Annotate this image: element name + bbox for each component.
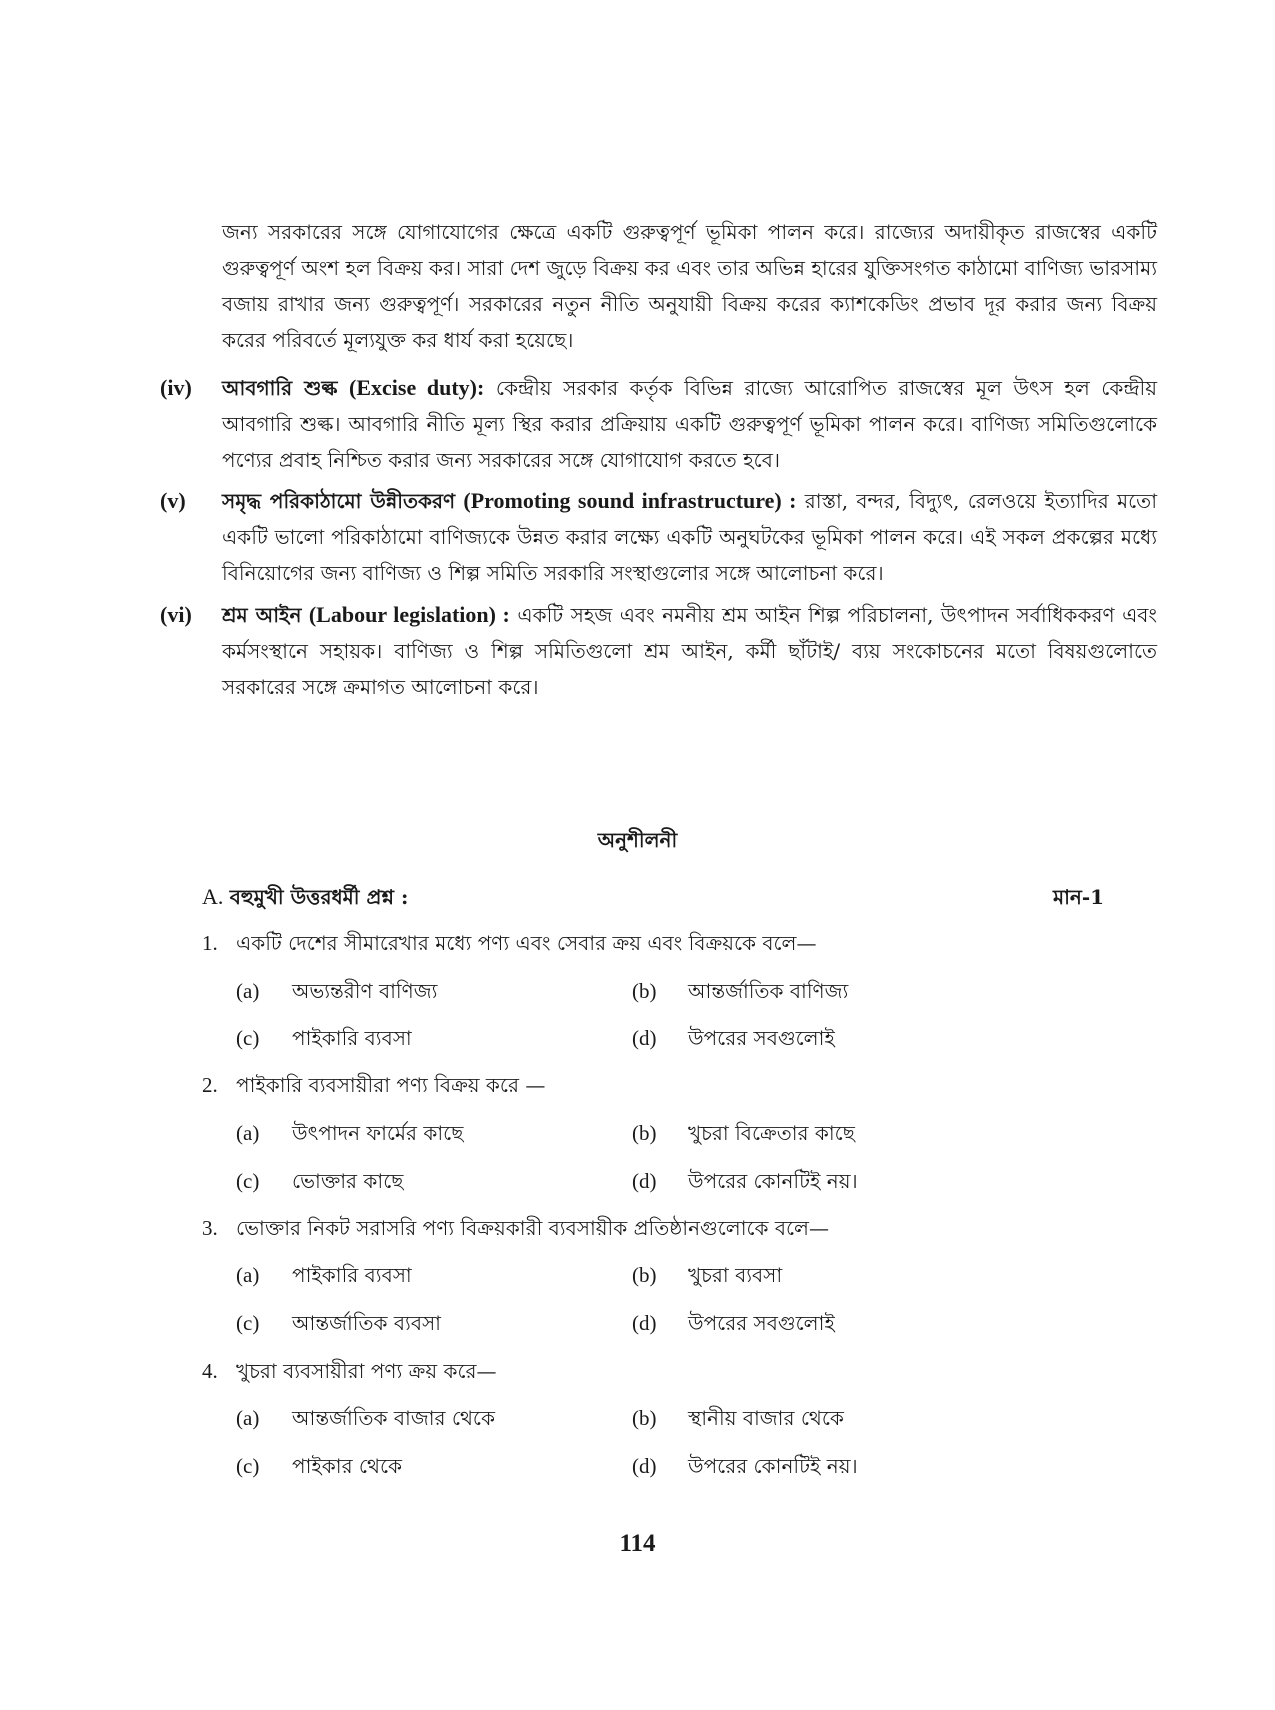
option-label: (c) (236, 1311, 260, 1335)
option-1b (632, 977, 848, 1010)
option-label: (c) (236, 1169, 260, 1193)
option-label: (a) (236, 1406, 260, 1430)
option-3d (632, 1309, 835, 1342)
option-text: স্থানীয় বাজার থেকে (688, 1406, 844, 1430)
option-label: (b) (632, 1406, 657, 1430)
option-text: আন্তর্জাতিক বাণিজ্য (688, 979, 849, 1003)
option-text: আন্তর্জাতিক ব্যবসা (292, 1311, 441, 1335)
option-text: পাইকারি ব্যবসা (292, 1026, 412, 1050)
question-3 (202, 1214, 829, 1247)
part-letter: A. (202, 884, 224, 909)
option-3b (632, 1261, 782, 1294)
option-4d (632, 1452, 858, 1485)
question-text: একটি দেশের সীমারেখার মধ্যে পণ্য এবং সেবার ক্রয় এবং বিক্রয়কে বলে— (236, 931, 817, 955)
item-number: (v) (160, 488, 186, 513)
option-text: উপরের সবগুলোই (688, 1311, 835, 1335)
option-text: উপরের কোনটিই নয়। (688, 1454, 858, 1478)
option-text: ভোক্তার কাছে (292, 1169, 404, 1193)
item-english-heading: (Labour legislation) : (308, 602, 510, 627)
option-text: অভ্যন্তরীণ বাণিজ্য (292, 979, 438, 1003)
question-text: ভোক্তার নিকট সরাসরি পণ্য বিক্রয়কারী ব্যবসায়ীক প্রতিষ্ঠানগুলোকে বলে— (236, 1216, 829, 1240)
item-number: (iv) (160, 375, 192, 400)
marks-label: মান-1 (1053, 885, 1105, 909)
option-2d (632, 1167, 858, 1200)
question-text: পাইকারি ব্যবসায়ীরা পণ্য বিক্রয় করে — (236, 1073, 546, 1097)
part-heading (202, 883, 408, 916)
item-heading: শ্রম আইন (222, 603, 302, 627)
item-english-heading: (Promoting sound infrastructure) : (463, 488, 797, 513)
option-text: খুচরা বিক্রেতার কাছে (688, 1121, 855, 1145)
item-english-heading: (Excise duty): (349, 375, 485, 400)
question-1 (202, 929, 816, 962)
option-text: উৎপাদন ফার্মের কাছে (292, 1121, 464, 1145)
option-4b (632, 1404, 844, 1437)
option-3c (236, 1309, 441, 1342)
option-2c (236, 1167, 403, 1200)
page-number: 114 (619, 1530, 656, 1557)
question-number: 1. (202, 931, 218, 955)
question-2 (202, 1071, 545, 1104)
option-text: পাইকার থেকে (292, 1454, 403, 1478)
item-text: একটি সহজ এবং নমনীয় শ্রম আইন শিল্প পরিচালনা, উৎপাদন সর্বাধিককরণ এবং কর্মসংস্থানে সহায়ক। বাণিজ্য ও শিল্প সমিতিগুলো শ্রম আইন, কর্মী ছাঁটাই/ ব্যয় সংকোচনের মতো বিষয়গুলোতে সরকারের সঙ্গে ক্রমাগত আলোচনা করে। (222, 603, 1158, 699)
option-label: (a) (236, 1263, 260, 1287)
item-body (222, 370, 1157, 478)
option-label: (a) (236, 1121, 260, 1145)
item-body (222, 597, 1157, 705)
option-label: (d) (632, 1169, 657, 1193)
item-number: (vi) (160, 602, 192, 627)
item-heading: সমৃদ্ধ পরিকাঠামো উন্নীতকরণ (222, 489, 456, 513)
option-text: উপরের কোনটিই নয়। (688, 1169, 858, 1193)
option-4c (236, 1452, 402, 1485)
item-text: কেন্দ্রীয় সরকার কর্তৃক বিভিন্ন রাজ্যে আরোপিত রাজস্বের মূল উৎস হল কেন্দ্রীয় আবগারি শুল্ক। আবগারি নীতি মূল্য স্থির করার প্রক্রিয়ায় একটি গুরুত্বপূর্ণ ভূমিকা পালন করে। বাণিজ্য সমিতিগুলোকে পণ্যের প্রবাহ নিশ্চিত করার জন্য সরকারের সঙ্গে যোগাযোগ করতে হবে। (222, 376, 1158, 472)
option-label: (d) (632, 1311, 657, 1335)
part-title: বহুমুখী উত্তরধর্মী প্রশ্ন : (229, 885, 409, 909)
question-number: 3. (202, 1216, 218, 1240)
option-1c (236, 1024, 412, 1057)
option-label: (a) (236, 979, 260, 1003)
item-body (222, 483, 1157, 591)
option-1d (632, 1024, 835, 1057)
option-text: খুচরা ব্যবসা (688, 1263, 783, 1287)
option-label: (b) (632, 1263, 657, 1287)
question-text: খুচরা ব্যবসায়ীরা পণ্য ক্রয় করে— (236, 1359, 497, 1383)
item-text: রাস্তা, বন্দর, বিদ্যুৎ, রেলওয়ে ইত্যাদির মতো একটি ভালো পরিকাঠামো বাণিজ্যকে উন্নত করার লক্ষ্যে একটি অনুঘটকের ভূমিকা পালন করে। এই সকল প্রকল্পের মধ্যে বিনিয়োগের জন্য বাণিজ্য ও শিল্প সমিতি সরকারি সংস্থাগুলোর সঙ্গে আলোচনা করে। (222, 489, 1157, 585)
option-label: (b) (632, 1121, 657, 1145)
question-4 (202, 1357, 497, 1390)
option-2a (236, 1119, 463, 1152)
question-number: 2. (202, 1073, 218, 1097)
option-label: (c) (236, 1454, 260, 1478)
option-label: (b) (632, 979, 657, 1003)
option-text: পাইকারি ব্যবসা (292, 1263, 412, 1287)
option-4a (236, 1404, 495, 1437)
intro-paragraph: জন্য সরকারের সঙ্গে যোগাযোগের ক্ষেত্রে একটি গুরুত্বপূর্ণ ভূমিকা পালন করে। রাজ্যের অদায়ীকৃত রাজস্বের একটি গুরুত্বপূর্ণ অংশ হল বিক্রয় কর। সারা দেশ জুড়ে বিক্রয় কর এবং তার অভিন্ন হারের যুক্তিসংগত কাঠামো বাণিজ্য ভারসাম্য বজায় রাখার জন্য গুরুত্বপূর্ণ। সরকারের নতুন নীতি অনুযায়ী বিক্রয় করের ক্যাশকেডিং প্রভাব দূর করার জন্য বিক্রয় করের পরিবর্তে মূল্যযুক্ত কর ধার্য করা হয়েছে। (222, 220, 1157, 352)
option-label: (d) (632, 1454, 657, 1478)
option-label: (c) (236, 1026, 260, 1050)
item-heading: আবগারি শুল্ক (222, 376, 338, 400)
option-3a (236, 1261, 412, 1294)
option-1a (236, 977, 437, 1010)
option-text: উপরের সবগুলোই (688, 1026, 835, 1050)
option-2b (632, 1119, 855, 1152)
option-text: আন্তর্জাতিক বাজার থেকে (292, 1406, 495, 1430)
option-label: (d) (632, 1026, 657, 1050)
exercise-title: অনুশীলনী (597, 828, 678, 852)
question-number: 4. (202, 1359, 218, 1383)
